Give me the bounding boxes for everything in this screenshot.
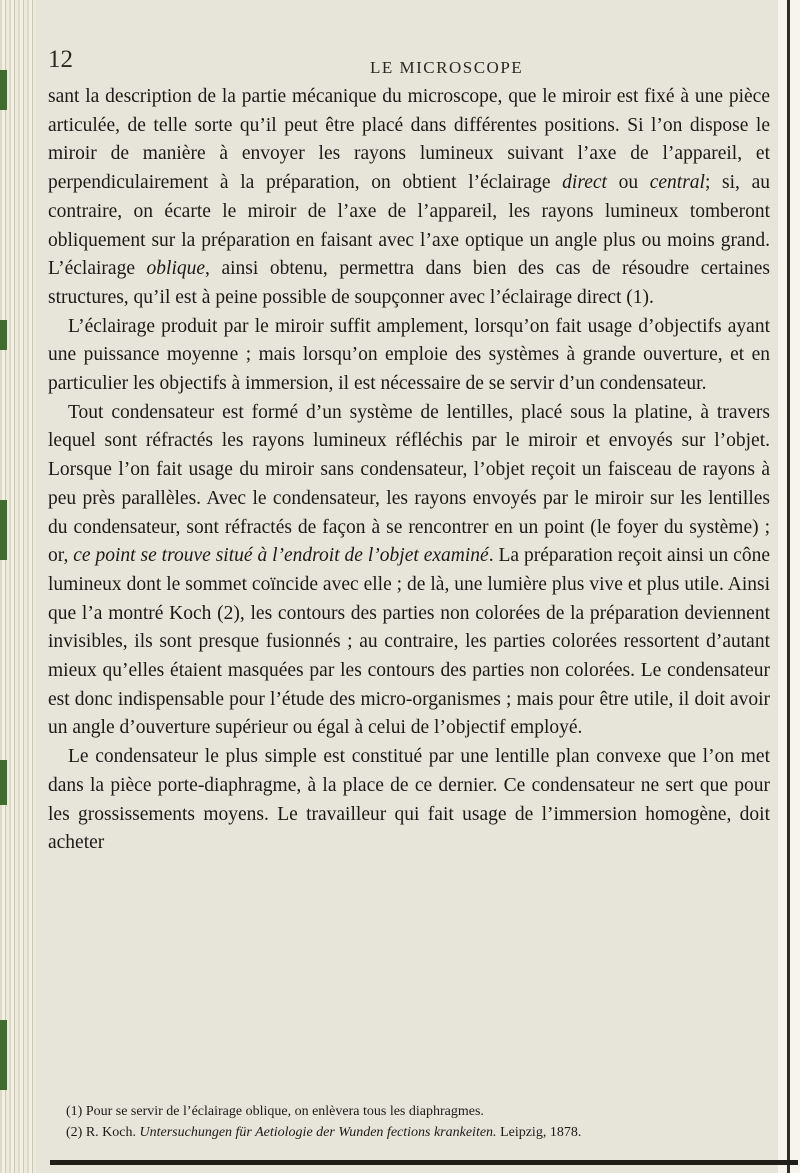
text-run: sant la description de la partie mécanique du microscope, que le miroir est fixé à une pièce articulée, de telle sorte qu’il peut être placé dans différentes positions. Si l’on dispose le miroir de manière à envoyer les rayons lumineux suivant l’axe de l’appareil, et perpendiculairement à la préparation, on obtient l’éclairage bbox=[48, 86, 770, 194]
paragraph bbox=[48, 399, 770, 743]
emphasis: ce point se trouve situé à l’endroit de l’objet examiné bbox=[73, 545, 489, 567]
footnote: (1) Pour se servir de l’éclairage oblique, on enlèvera tous les diaphragmes. bbox=[66, 1104, 484, 1119]
emphasis: oblique bbox=[146, 258, 206, 280]
text-run: . La préparation reçoit ainsi un cône lumineux dont le sommet coïncide avec elle ; de là, une lumière plus vive et plus utile. Ainsi que l’a montré Koch (2), les contours des parties non colorées de la préparation deviennent invisibles, ils sont presque fusionnés ; au contraire, les parties colorées ressortent d’autant mieux qu’elles étaient masquées par les contours des parties non colorées. Le condensateur est donc indispensable pour l’étude des micro-organismes ; mais pour être utile, il doit avoir un angle d’ouverture supérieur ou égal à celui de l’objectif employé. bbox=[48, 545, 770, 739]
binding-stain bbox=[0, 760, 7, 805]
footnote bbox=[66, 1122, 770, 1143]
paragraph: Le condensateur le plus simple est constitué par une lentille plan convexe que l’on met dans la pièce porte-diaphragme, à la place de ce dernier. Ce condensateur ne sert que pour les grossissements moyens. Le travailleur qui fait usage de l’immersion homogène, doit acheter bbox=[48, 746, 770, 854]
text-run: Tout condensateur est formé d’un système de lentilles, placé sous la platine, à travers lequel sont réfractés les rayons lumineux réfléchis par le miroir et envoyés sur l’objet. Lorsque l’on fait usage du miroir sans condensateur, l’objet reçoit un faisceau de rayons à peu près parallèles. Avec le condensateur, les rayons envoyés par le miroir sur les lentilles du condensateur, sont réfractés de façon à se rencontrer en un point (le foyer du système) ; or, bbox=[48, 401, 770, 567]
emphasis: Untersuchungen für Aetiologie der Wunden fections krankeiten. bbox=[139, 1125, 497, 1140]
text-run: ; si, au contraire, on écarte le miroir de l’axe de l’appareil, les rayons lumineux tomberont obliquement sur la préparation en faisant avec l’axe optique un angle plus ou moins grand. L’éclairage bbox=[48, 172, 770, 280]
page-number: 12 bbox=[48, 46, 73, 73]
footnotes bbox=[66, 1101, 770, 1143]
page-edge-line bbox=[787, 0, 790, 1173]
page-right-edge bbox=[778, 0, 800, 1173]
binding-stain bbox=[0, 500, 7, 560]
paragraph: L’éclairage produit par le miroir suffit amplement, lorsqu’on fait usage d’objectifs ayant une puissance moyenne ; mais lorsqu’on emploie des systèmes à grande ouverture, et en particulier les objectifs à immersion, il est nécessaire de se servir d’un condensateur. bbox=[48, 315, 770, 395]
emphasis: central bbox=[649, 172, 705, 194]
text-run: (2) R. Koch. bbox=[66, 1125, 140, 1140]
paragraph bbox=[48, 83, 770, 313]
text-run: ou bbox=[606, 172, 650, 194]
binding-margin bbox=[0, 0, 36, 1173]
binding-stain bbox=[0, 1020, 7, 1090]
running-head: LE MICROSCOPE bbox=[370, 58, 524, 77]
text-run: Leipzig, 1878. bbox=[496, 1125, 582, 1140]
bottom-edge-rule bbox=[50, 1160, 798, 1165]
text-run: , ainsi obtenu, permettra dans bien des cas de résoudre certaines structures, qu’il est à peine possible de soupçonner avec l’éclairage direct (1). bbox=[48, 258, 770, 308]
emphasis: direct bbox=[562, 172, 607, 194]
binding-stain bbox=[0, 70, 7, 110]
binding-stain bbox=[0, 320, 7, 350]
body-text bbox=[48, 83, 770, 858]
